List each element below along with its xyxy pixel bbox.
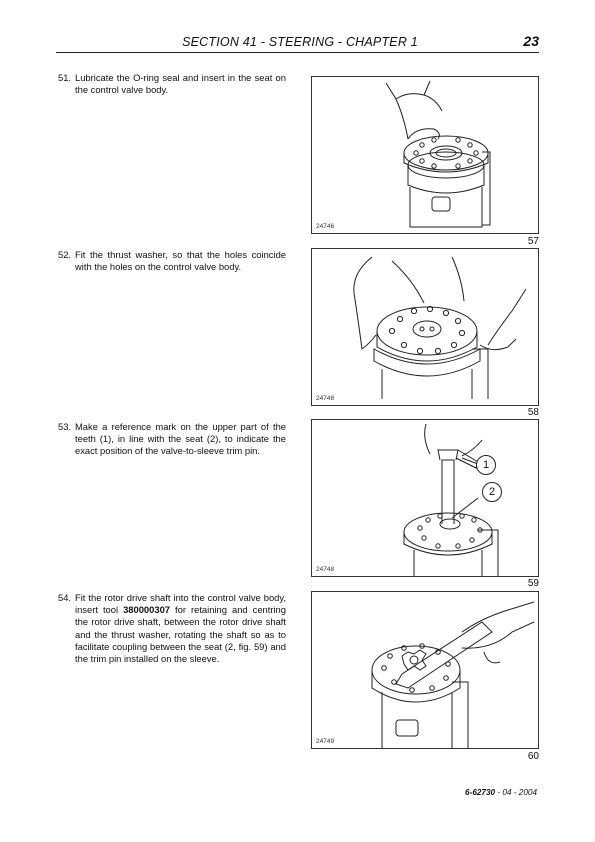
step-number: 53. <box>58 421 72 432</box>
step-number: 54. <box>58 592 72 603</box>
step-52 <box>58 249 286 273</box>
oring-insertion-illustration <box>312 77 538 233</box>
step-text: Fit the rotor drive shaft into the control valve body, insert tool 380000307 for retaining and centring the rotor drive shaft, between the rotor drive shaft and the thrust washer, rotating the shaft so as to facilitate coupling between the seat (2, fig. 59) and the trim pin installed on the sleeve. <box>75 592 286 665</box>
figure-number: 59 <box>527 578 539 589</box>
doc-code: 6-62730 <box>465 788 496 797</box>
step-51 <box>58 72 286 96</box>
section-title: SECTION 41 - STEERING - CHAPTER 1 <box>182 35 418 49</box>
footer-year: 2004 <box>518 788 537 797</box>
figure-code: 24748 <box>316 566 335 573</box>
callout-2: 2 <box>482 482 502 502</box>
figure-code: 24749 <box>316 738 335 745</box>
figure-57 <box>311 76 539 234</box>
header-rule <box>56 52 539 53</box>
step-54 <box>58 592 286 665</box>
rotor-drive-shaft-illustration <box>312 592 538 748</box>
footer-month: 04 <box>502 788 512 797</box>
step-text: Lubricate the O-ring seal and insert in the seat on the control valve body. <box>75 72 286 96</box>
callout-1: 1 <box>476 455 496 475</box>
figure-number: 60 <box>527 751 539 762</box>
figure-number: 58 <box>527 407 539 418</box>
step-text: Fit the thrust washer, so that the holes coincide with the holes on the control valve body. <box>75 249 286 273</box>
page-number: 23 <box>523 33 539 49</box>
figure-code: 24748 <box>316 395 335 402</box>
thrust-washer-illustration <box>312 249 538 405</box>
step-53 <box>58 421 286 458</box>
reference-mark-illustration <box>312 420 538 576</box>
figure-59 <box>311 419 539 577</box>
figure-code: 24746 <box>316 223 335 230</box>
figure-60 <box>311 591 539 749</box>
tool-number: 380000307 <box>123 604 171 616</box>
figure-58 <box>311 248 539 406</box>
step-text: Make a reference mark on the upper part of the teeth (1), in line with the seat (2), to indicate the exact position of the valve-to-sleeve trim pin. <box>75 421 286 457</box>
step-number: 51. <box>58 72 72 83</box>
figure-number: 57 <box>527 236 539 247</box>
document-footer: 6-62730 - 04 - 2004 <box>465 788 537 797</box>
step-number: 52. <box>58 249 72 260</box>
